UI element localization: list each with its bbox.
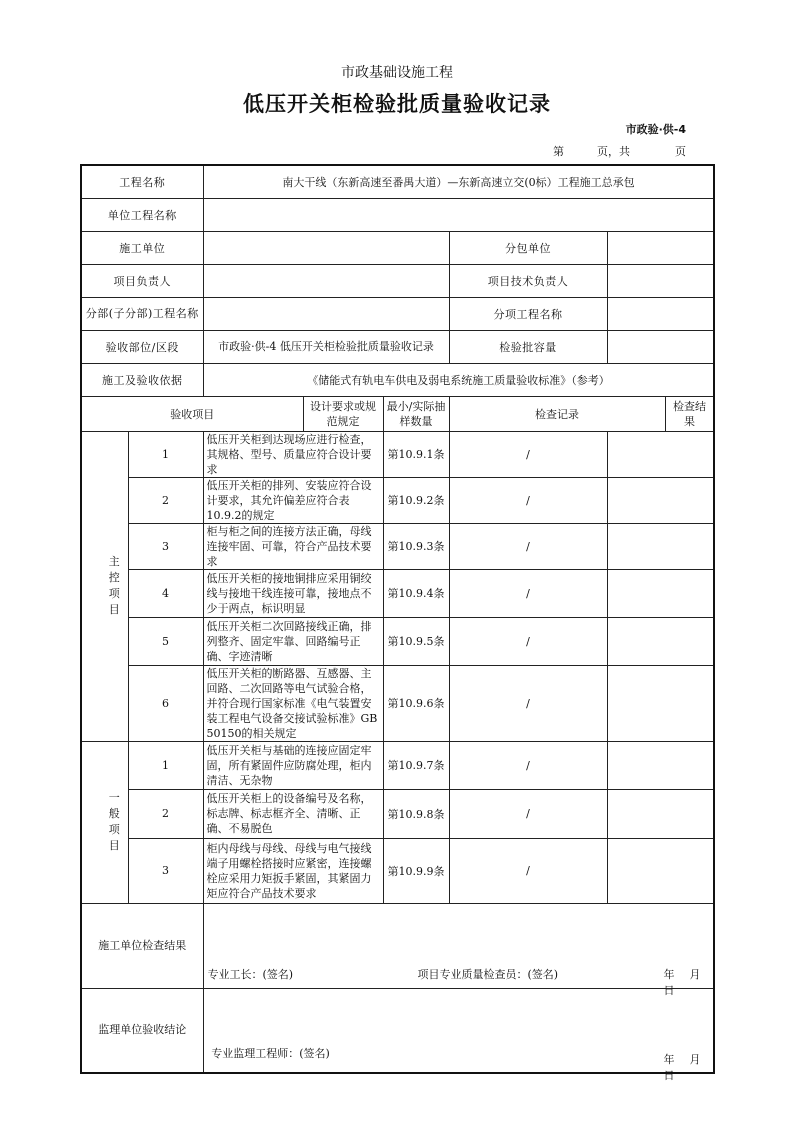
subitem-value[interactable] (607, 297, 714, 330)
project-manager-value[interactable] (203, 264, 449, 297)
table-row (81, 431, 714, 477)
subitem-label: 分项工程名称 (449, 297, 607, 330)
item-record[interactable] (607, 789, 714, 838)
item-record[interactable] (607, 431, 714, 477)
location-value[interactable]: 市政验·供-4 低压开关柜检验批质量验收记录 (203, 330, 449, 363)
item-sample[interactable]: / (449, 523, 607, 569)
item-description: 低压开关柜上的设备编号及名称，标志牌、标志框齐全、清晰、正确、不易脱色 (203, 789, 383, 838)
col-header-design: 设计要求或规范规定 (303, 396, 383, 431)
table-row (81, 741, 714, 789)
item-record[interactable] (607, 741, 714, 789)
item-number: 3 (128, 838, 203, 903)
table-row (81, 838, 714, 903)
item-clause: 第10.9.5条 (383, 617, 449, 665)
supervision-date: 年 月 日 (663, 1052, 716, 1082)
item-description: 低压开关柜的断路器、互感器、主回路、二次回路等电气试验合格，并符合现行国家标准《电气装置安装工程电气设备交接试验标准》GB 50150的相关规定 (203, 665, 383, 741)
item-sample[interactable]: / (449, 838, 607, 903)
item-clause: 第10.9.6条 (383, 665, 449, 741)
basis-value[interactable]: 《储能式有轨电车供电及弱电系统施工质量验收标准》（参考） (203, 363, 714, 396)
unit-project-label: 单位工程名称 (81, 198, 203, 231)
item-description: 低压开关柜的接地铜排应采用铜绞线与接地干线连接可靠，接地点不少于两点，标识明显 (203, 569, 383, 617)
spacer (81, 431, 101, 741)
capacity-label: 检验批容量 (449, 330, 607, 363)
item-sample[interactable]: / (449, 617, 607, 665)
item-description: 低压开关柜的排列、安装应符合设计要求，其允许偏差应符合表10.9.2的规定 (203, 477, 383, 523)
col-header-sample: 最小/实际抽样数量 (383, 396, 449, 431)
item-number: 1 (128, 431, 203, 477)
item-number: 5 (128, 617, 203, 665)
table-row (81, 665, 714, 741)
item-sample[interactable]: / (449, 789, 607, 838)
inspection-record-table (80, 164, 716, 1082)
item-clause: 第10.9.4条 (383, 569, 449, 617)
qc-signature: 项目专业质量检查员：(签名) (417, 967, 559, 981)
division-value[interactable] (203, 297, 449, 330)
supervision-conclusion-label: 监理单位验收结论 (81, 988, 203, 1073)
contractor-label: 施工单位 (81, 231, 203, 264)
page-suffix: 页 (675, 145, 686, 158)
document-subtitle: 市政基础设施工程 (341, 65, 453, 81)
unit-project-value[interactable] (203, 198, 714, 231)
item-record[interactable] (607, 477, 714, 523)
general-group-label: 一 般 项 目 (101, 741, 128, 903)
item-sample[interactable]: / (449, 741, 607, 789)
item-clause: 第10.9.3条 (383, 523, 449, 569)
item-number: 1 (128, 741, 203, 789)
item-clause: 第10.9.9条 (383, 838, 449, 903)
basis-label: 施工及验收依据 (81, 363, 203, 396)
table-row (81, 789, 714, 838)
construction-date: 年 月 日 (663, 967, 716, 997)
page-prefix: 第 (553, 145, 564, 158)
table-row (81, 523, 714, 569)
item-description: 柜内母线与母线、母线与电气接线端子用螺栓搭接时应紧密，连接螺栓应采用力矩扳手紧固，其紧固力矩应符合产品技术要求 (203, 838, 383, 903)
item-record[interactable] (607, 569, 714, 617)
item-number: 2 (128, 789, 203, 838)
subcontractor-label: 分包单位 (449, 231, 607, 264)
capacity-value[interactable] (607, 330, 714, 363)
location-label: 验收部位/区段 (81, 330, 203, 363)
form-code: 市政验·供-4 (625, 123, 686, 136)
item-description: 低压开关柜二次回路接线正确，排列整齐、固定牢靠、回路编号正确、字迹清晰 (203, 617, 383, 665)
item-clause: 第10.9.7条 (383, 741, 449, 789)
project-manager-label: 项目负责人 (81, 264, 203, 297)
col-header-result: 检查结果 (665, 396, 714, 431)
page-middle: 页，共 (597, 145, 630, 158)
item-number: 3 (128, 523, 203, 569)
item-number: 4 (128, 569, 203, 617)
tech-lead-value[interactable] (607, 264, 714, 297)
table-row (81, 569, 714, 617)
item-sample[interactable]: / (449, 431, 607, 477)
col-header-item: 验收项目 (81, 396, 303, 431)
item-sample[interactable]: / (449, 569, 607, 617)
table-row (81, 477, 714, 523)
contractor-value[interactable] (203, 231, 449, 264)
construction-signature-area[interactable] (203, 903, 716, 997)
project-name-label: 工程名称 (81, 165, 203, 198)
subcontractor-value[interactable] (607, 231, 714, 264)
item-record[interactable] (607, 617, 714, 665)
col-header-record: 检查记录 (449, 396, 665, 431)
spacer (81, 741, 101, 903)
foreman-signature: 专业工长：(签名) (207, 967, 294, 981)
construction-check-label: 施工单位检查结果 (81, 903, 203, 988)
tech-lead-label: 项目技术负责人 (449, 264, 607, 297)
main-group-label: 主 控 项 目 (101, 431, 128, 741)
item-description: 柜与柜之间的连接方法正确，母线连接牢固、可靠，符合产品技术要求 (203, 523, 383, 569)
item-number: 2 (128, 477, 203, 523)
item-number: 6 (128, 665, 203, 741)
document-title: 低压开关柜检验批质量验收记录 (243, 91, 551, 116)
item-clause: 第10.9.1条 (383, 431, 449, 477)
item-sample[interactable]: / (449, 665, 607, 741)
item-description: 低压开关柜与基础的连接应固定牢固，所有紧固件应防腐处理，柜内清洁、无杂物 (203, 741, 383, 789)
item-clause: 第10.9.2条 (383, 477, 449, 523)
project-name-value[interactable]: 南大干线（东新高速至番禺大道）—东新高速立交(0标）工程施工总承包 (203, 165, 714, 198)
division-label: 分部(子分部)工程名称 (81, 297, 203, 330)
supervision-signature-area[interactable] (203, 988, 716, 1082)
item-description: 低压开关柜到达现场应进行检查，其规格、型号、质量应符合设计要求 (203, 431, 383, 477)
item-record[interactable] (607, 523, 714, 569)
item-record[interactable] (607, 665, 714, 741)
item-clause: 第10.9.8条 (383, 789, 449, 838)
engineer-signature: 专业监理工程师：(签名) (211, 1046, 330, 1060)
table-row (81, 617, 714, 665)
item-sample[interactable]: / (449, 477, 607, 523)
item-record[interactable] (607, 838, 714, 903)
